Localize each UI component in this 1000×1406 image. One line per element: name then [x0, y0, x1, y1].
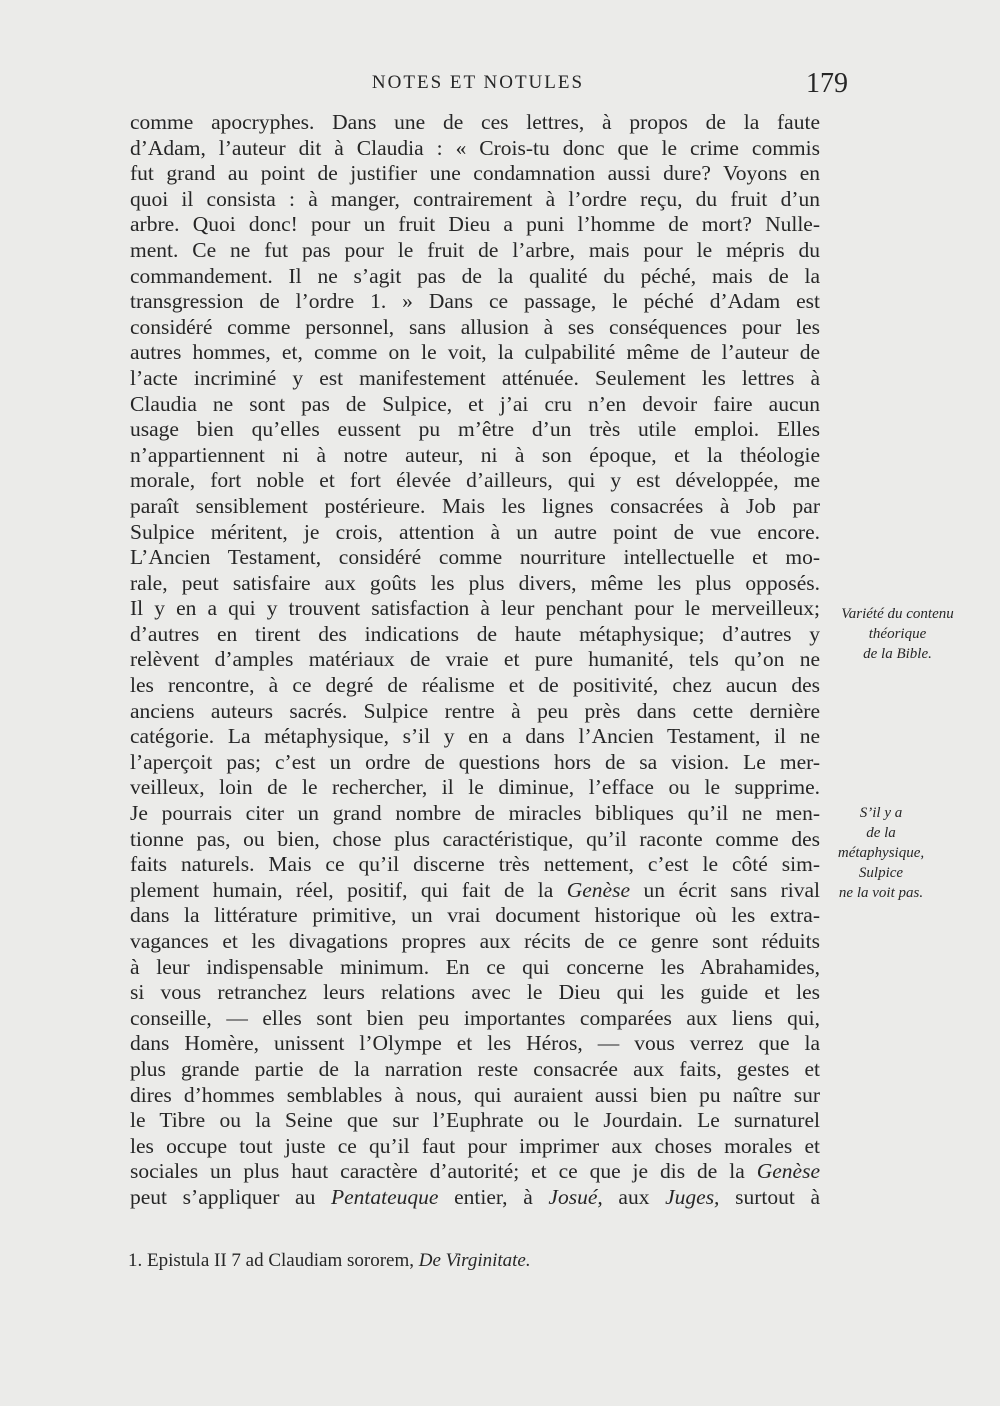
text-line: usage bien qu’elles eussent pu m’être d’un très utile emploi. Elles: [130, 417, 820, 442]
text-line: dires d’hommes semblables à nous, qui auraient aussi bien pu naître sur: [130, 1082, 820, 1107]
margin-note-line: théorique: [868, 626, 927, 642]
text-segment: sociales un plus haut caractère d’autorité; et ce que je dis de la: [130, 1159, 745, 1184]
text-line: arbre. Quoi donc! pour un fruit Dieu a puni l’homme de mort? Nulle-: [130, 212, 820, 237]
text-segment: aux: [602, 1184, 666, 1209]
text-line: rale, peut satisfaire aux goûts les plus divers, même les plus opposés.: [130, 570, 820, 595]
text-line: n’appartiennent ni à notre auteur, ni à son époque, et la théologie: [130, 442, 820, 467]
text-line: vagances et les divagations propres aux récits de ce genre sont réduits: [130, 929, 820, 953]
text-line: l’aperçoit pas; c’est un ordre de questions hors de sa vision. Le mer-: [130, 749, 820, 774]
italic-title: Josué,: [548, 1184, 603, 1209]
text-line: commandement. Il ne s’agit pas de la qualité du péché, mais de la: [130, 263, 820, 288]
text-segment: un écrit sans rival: [630, 877, 820, 902]
text-line: faits naturels. Mais ce qu’il discerne très nettement, c’est le côté sim-: [130, 852, 820, 877]
margin-note-line: métaphysique,: [837, 845, 925, 861]
text-line: d’Adam, l’auteur dit à Claudia : « Crois-tu donc que le crime commis: [130, 135, 820, 160]
text-line: L’Ancien Testament, considéré comme nourriture intellectuelle et mo-: [130, 545, 820, 570]
footnote-text: 1. Epistula II 7 ad Claudiam sororem,: [128, 1250, 419, 1271]
text-line: dans la littérature primitive, un vrai document historique où les extra-: [130, 903, 820, 928]
margin-note-line: S’il y a: [859, 805, 903, 821]
text-line: [130, 1185, 820, 1211]
italic-title: Juges,: [665, 1184, 720, 1209]
italic-title: Genèse: [756, 1159, 820, 1184]
text-line: fut grand au point de justifier une condamnation aussi dure? Voyons en: [130, 161, 820, 186]
footnote-reference: 1. »: [370, 289, 413, 314]
text-line: comme apocryphes. Dans une de ces lettres, à propos de la faute: [130, 110, 820, 134]
text-line: anciens auteurs sacrés. Sulpice rentre à peu près dans cette dernière: [130, 698, 820, 723]
text-segment: Dans ce passage, le péché d’Adam est: [412, 289, 821, 314]
footnote: [128, 1250, 531, 1272]
text-line: Je pourrais citer un grand nombre de miracles bibliques qu’il ne men-: [130, 801, 820, 826]
text-line: relèvent d’amples matériaux de vraie et pure humanité, tels qu’on ne: [130, 647, 820, 672]
text-line: ment. Ce ne fut pas pour le fruit de l’arbre, mais pour le mépris du: [130, 237, 820, 262]
text-line: paraît sensiblement postérieure. Mais les lignes consacrées à Job par: [130, 493, 820, 518]
text-line: d’autres en tirent des indications de haute métaphysique; d’autres y: [130, 621, 820, 646]
text-line: catégorie. La métaphysique, s’il y en a dans l’Ancien Testament, il ne: [130, 724, 820, 749]
margin-note-metaphysics: [826, 803, 936, 903]
footnote-italic: De Virginitate.: [418, 1250, 531, 1271]
text-line: quoi il consista : à manger, contrairement à l’ordre reçu, du fruit d’un: [130, 186, 820, 211]
text-line: considéré comme personnel, sans allusion à ses conséquences pour les: [130, 314, 820, 339]
text-line: Il y en a qui y trouvent satisfaction à leur penchant pour le merveilleux;: [130, 596, 820, 621]
margin-note-line: Sulpice: [858, 865, 904, 881]
text-line: conseille, — elles sont bien peu importantes comparées aux liens qui,: [130, 1005, 820, 1030]
margin-note-line: Variété du contenu: [841, 606, 954, 622]
margin-note-line: de la Bible.: [863, 646, 932, 662]
text-segment: peut s’appliquer au: [130, 1184, 331, 1209]
text-line: l’acte incriminé y est manifestement atténuée. Seulement les lettres à: [130, 365, 820, 390]
italic-title: Pentateuque: [330, 1184, 439, 1209]
text-line: [130, 1159, 820, 1185]
text-line: morale, fort noble et fort élevée d’ailleurs, qui y est développée, me: [130, 468, 820, 493]
text-line: Sulpice méritent, je crois, attention à un autre point de vue encore.: [130, 519, 820, 544]
text-line: tionne pas, ou bien, chose plus caractéristique, qu’il raconte comme des: [130, 826, 820, 851]
text-line: les rencontre, à ce degré de réalisme et de positivité, chez aucun des: [130, 673, 820, 698]
margin-note-line: de la: [866, 825, 896, 841]
running-title: NOTES ET NOTULES: [371, 72, 585, 93]
italic-title: Genèse: [566, 877, 630, 902]
text-line: plus grande partie de la narration reste consacrée aux faits, gestes et: [130, 1056, 820, 1081]
text-segment: plement humain, réel, positif, qui fait de la: [130, 877, 554, 902]
text-segment: surtout à: [719, 1184, 821, 1209]
text-line: dans Homère, unissent l’Olympe et les Héros, — vous verrez que la: [130, 1031, 820, 1056]
text-line: les occupe tout juste ce qu’il faut pour imprimer aux choses morales et: [130, 1133, 820, 1158]
text-line: veilleux, loin de le rechercher, il le diminue, l’efface ou le supprime.: [130, 775, 820, 800]
text-segment: transgression de l’ordre: [130, 289, 355, 314]
text-line: le Tibre ou la Seine que sur l’Euphrate ou le Jourdain. Le surnaturel: [130, 1108, 820, 1133]
text-segment: entier, à: [438, 1184, 549, 1209]
margin-note-variety: [830, 604, 965, 664]
text-line: Claudia ne sont pas de Sulpice, et j’ai cru n’en devoir faire aucun: [130, 391, 820, 416]
text-line: [130, 289, 820, 315]
text-line: autres hommes, et, comme on le voit, la culpabilité même de l’auteur de: [130, 340, 820, 365]
text-line: [130, 878, 820, 904]
text-line: à leur indispensable minimum. En ce qui concerne les Abrahamides,: [130, 954, 820, 979]
margin-note-line: ne la voit pas.: [838, 885, 924, 901]
page-number: 179: [806, 68, 848, 99]
main-text: [130, 110, 820, 1211]
text-line: si vous retranchez leurs relations avec le Dieu qui les guide et les: [130, 980, 820, 1005]
